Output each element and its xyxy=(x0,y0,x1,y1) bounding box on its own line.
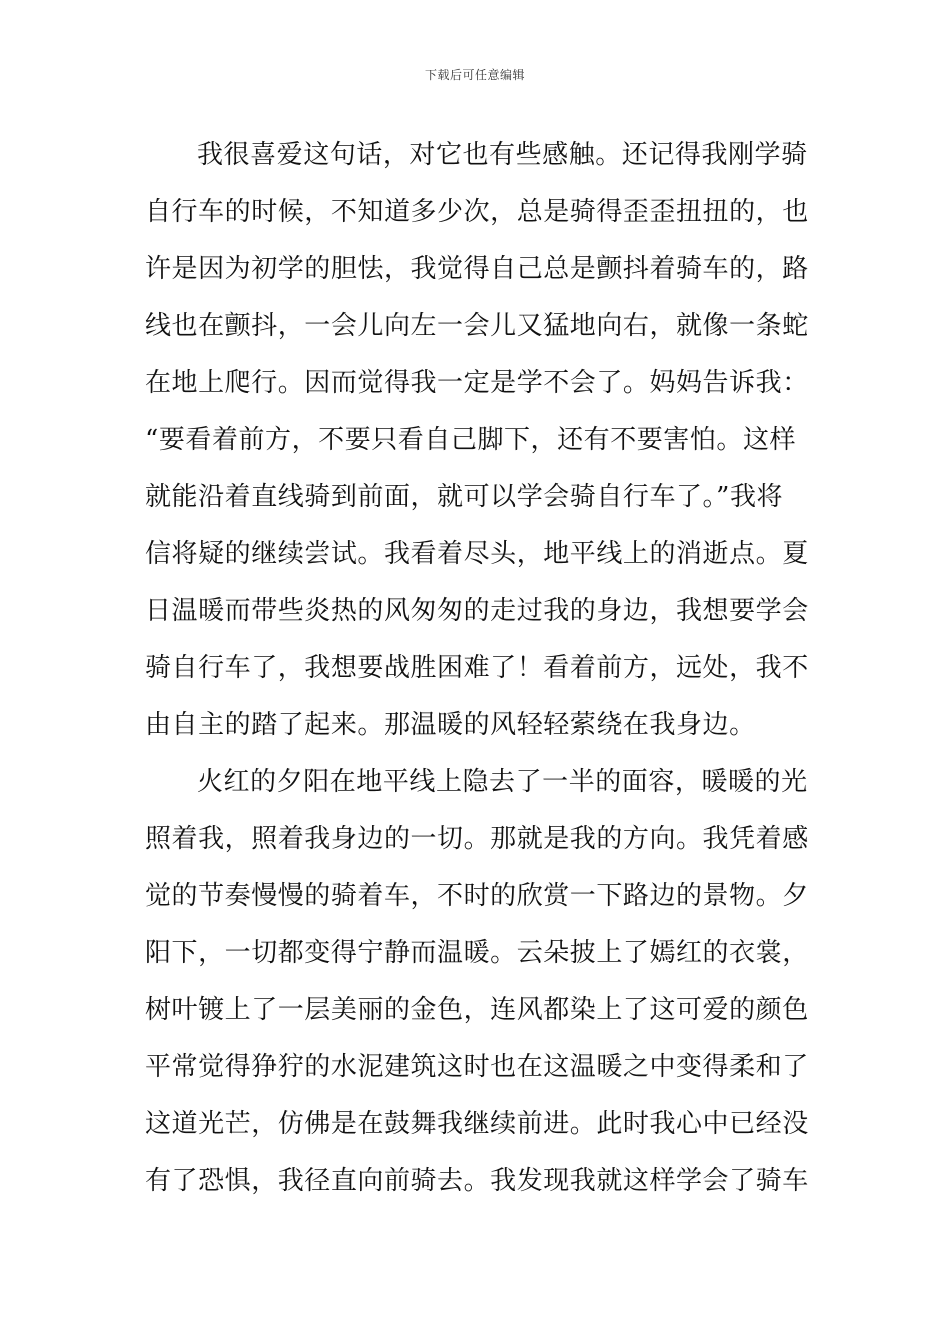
text-line: 觉的节奏慢慢的骑着车，不时的欣赏一下路边的景物。夕 xyxy=(145,881,809,911)
text-line: 这道光芒，仿佛是在鼓舞我继续前进。此时我心中已经没 xyxy=(145,1109,809,1139)
text-line: 火红的夕阳在地平线上隐去了一半的面容，暖暖的光 xyxy=(197,767,808,797)
text-line: 我很喜爱这句话，对它也有些感触。还记得我刚学骑 xyxy=(197,140,808,170)
text-line: 树叶镀上了一层美丽的金色，连风都染上了这可爱的颜色 xyxy=(145,995,809,1025)
paragraph-2 xyxy=(145,754,809,1210)
text-line: 日温暖而带些炎热的风匆匆的走过我的身边，我想要学会 xyxy=(145,596,809,626)
text-line: 有了恐惧，我径直向前骑去。我发现我就这样学会了骑车 xyxy=(145,1166,809,1196)
text-line: 就能沿着直线骑到前面，就可以学会骑自行车了。”我将 xyxy=(145,482,784,512)
text-line: 信将疑的继续尝试。我看着尽头，地平线上的消逝点。夏 xyxy=(145,539,809,569)
text-line: 由自主的踏了起来。那温暖的风轻轻萦绕在我身边。 xyxy=(145,710,756,740)
page-header: 下载后可任意编辑 xyxy=(424,68,525,82)
text-line: “要看着前方，不要只看自己脚下，还有不要害怕。这样 xyxy=(145,425,797,455)
text-line: 阳下，一切都变得宁静而温暖。云朵披上了嫣红的衣裳， xyxy=(145,938,809,968)
paragraph-1 xyxy=(145,127,809,754)
text-line: 平常觉得狰狞的水泥建筑这时也在这温暖之中变得柔和了 xyxy=(145,1052,809,1082)
text-line: 许是因为初学的胆怯，我觉得自己总是颤抖着骑车的，路 xyxy=(145,254,809,284)
text-line: 照着我，照着我身边的一切。那就是我的方向。我凭着感 xyxy=(145,824,809,854)
text-line: 在地上爬行。因而觉得我一定是学不会了。妈妈告诉我： xyxy=(145,368,809,398)
text-line: 自行车的时候，不知道多少次，总是骑得歪歪扭扭的，也 xyxy=(145,197,809,227)
text-line: 线也在颤抖，一会儿向左一会儿又猛地向右，就像一条蛇 xyxy=(145,311,809,341)
text-line: 骑自行车了，我想要战胜困难了！看着前方，远处，我不 xyxy=(145,653,809,683)
document-body xyxy=(145,127,809,1210)
